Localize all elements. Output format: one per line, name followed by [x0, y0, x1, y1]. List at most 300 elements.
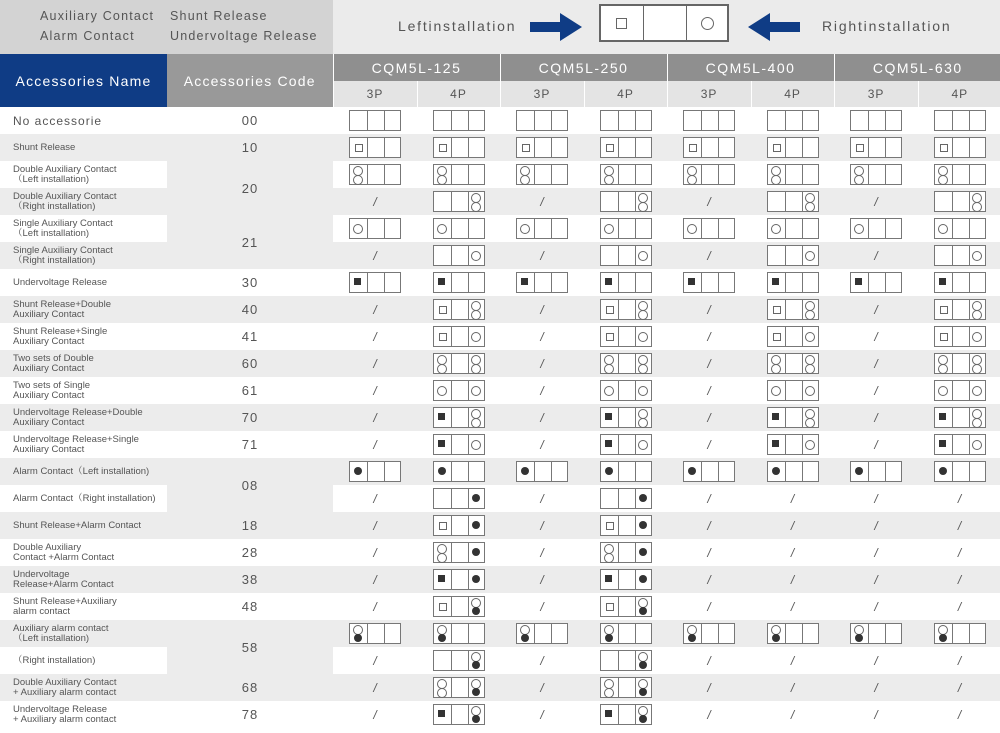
- breaker-slots: [934, 137, 986, 158]
- not-available-mark: /: [957, 599, 962, 614]
- auxiliary-contact-icon: [471, 364, 481, 374]
- cell-4p: [417, 674, 500, 701]
- cell-4p: [751, 296, 834, 323]
- breaker-slots: [600, 245, 652, 266]
- auxiliary-contact-icon: [771, 224, 781, 234]
- slot: [785, 624, 803, 643]
- auxiliary-contact-icon: [437, 386, 447, 396]
- accessory-name: Alarm Contact（Left installation): [0, 458, 167, 485]
- cell-3p: [667, 539, 751, 566]
- slot: [935, 111, 953, 130]
- breaker-slots: [934, 380, 986, 401]
- auxiliary-contact-icon: [805, 332, 815, 342]
- slot: [517, 273, 535, 292]
- shunt-release-icon: [773, 333, 781, 341]
- breaker-slots: [934, 218, 986, 239]
- slot: [367, 111, 385, 130]
- cell-3p: [667, 620, 751, 647]
- slot: [384, 273, 401, 292]
- alarm-contact-icon: [855, 634, 863, 642]
- slot: [601, 408, 619, 427]
- breaker-slots: [683, 137, 735, 158]
- breaker-slots: [516, 623, 568, 644]
- not-available-mark: /: [373, 194, 377, 209]
- slot: [851, 138, 869, 157]
- breaker-slots: [600, 461, 652, 482]
- shunt-release-icon: [606, 144, 614, 152]
- slot: [684, 219, 702, 238]
- breaker-slots: [767, 218, 819, 239]
- breaker-slots: [433, 542, 485, 563]
- slot: [367, 165, 385, 184]
- breaker-slots: [767, 353, 819, 374]
- auxiliary-contact-icon: [805, 440, 815, 450]
- cell-4p: [918, 485, 1000, 512]
- slot: [434, 192, 452, 211]
- cell-3p: [667, 701, 751, 728]
- cell-3p: [667, 593, 751, 620]
- slot: [451, 219, 469, 238]
- not-available-mark: /: [957, 707, 962, 722]
- cell-3p: [834, 350, 918, 377]
- cell-4p: [417, 620, 500, 647]
- slot: [718, 138, 735, 157]
- cell-4p: [417, 134, 500, 161]
- auxiliary-contact-icon: [805, 251, 815, 261]
- slot: [768, 435, 786, 454]
- cell-3p: [500, 566, 584, 593]
- breaker-slots: [767, 623, 819, 644]
- cell-3p: [834, 242, 918, 269]
- auxiliary-contact-icon: [638, 364, 648, 374]
- auxiliary-contact-icon: [471, 332, 481, 342]
- slot: [468, 273, 485, 292]
- slot: [768, 624, 786, 643]
- slot: [534, 138, 552, 157]
- accessory-code: 48: [167, 593, 333, 620]
- slot: [601, 381, 619, 400]
- alarm-contact-icon: [472, 521, 480, 529]
- shunt-release-icon: [773, 144, 781, 152]
- slot: [468, 489, 485, 508]
- slot: [868, 138, 886, 157]
- slot: [952, 246, 970, 265]
- slot: [935, 327, 953, 346]
- slot: [468, 192, 485, 211]
- slot: [802, 381, 819, 400]
- slot: [367, 138, 385, 157]
- not-available-mark: /: [540, 707, 544, 722]
- cell-3p: [333, 674, 417, 701]
- cell-4p: [417, 647, 500, 674]
- undervoltage-release-icon: [855, 278, 862, 285]
- cell-3p: [834, 296, 918, 323]
- cell-4p: [584, 188, 667, 215]
- alarm-contact-icon: [772, 467, 780, 475]
- slot: [635, 246, 652, 265]
- slot: [868, 111, 886, 130]
- slot: [935, 300, 953, 319]
- alarm-contact-icon: [438, 467, 446, 475]
- slot: [468, 543, 485, 562]
- slot: [969, 111, 986, 130]
- slot: [434, 408, 452, 427]
- breaker-slots: [934, 110, 986, 131]
- breaker-slots: [600, 488, 652, 509]
- breaker-slots: [433, 515, 485, 536]
- alarm-contact-icon: [472, 575, 480, 583]
- slot: [618, 516, 636, 535]
- cell-4p: [751, 215, 834, 242]
- auxiliary-contact-icon: [805, 418, 815, 428]
- not-available-mark: /: [540, 383, 544, 398]
- breaker-slots: [683, 623, 735, 644]
- accessory-code: 30: [167, 269, 333, 296]
- breaker-slots: [600, 272, 652, 293]
- cell-3p: [333, 539, 417, 566]
- cell-3p: [834, 647, 918, 674]
- auxiliary-contact-icon: [471, 251, 481, 261]
- breaker-slots: [433, 623, 485, 644]
- not-available-mark: /: [874, 599, 878, 614]
- cell-3p: [500, 350, 584, 377]
- breaker-slots: [516, 218, 568, 239]
- cell-4p: [751, 620, 834, 647]
- slot: [635, 138, 652, 157]
- cell-4p: [417, 242, 500, 269]
- cell-4p: [584, 620, 667, 647]
- slot: [768, 381, 786, 400]
- shunt-release-icon: [606, 522, 614, 530]
- cell-3p: [834, 674, 918, 701]
- slot: [618, 192, 636, 211]
- header-pole: 3P: [333, 81, 417, 107]
- cell-3p: [333, 107, 417, 134]
- accessory-code: 18: [167, 512, 333, 539]
- slot: [718, 165, 735, 184]
- slot: [635, 111, 652, 130]
- slot: [768, 408, 786, 427]
- breaker-slots: [934, 623, 986, 644]
- breaker-slots: [767, 164, 819, 185]
- slot: [350, 165, 368, 184]
- breaker-slots: [767, 461, 819, 482]
- slot: [885, 219, 902, 238]
- slot: [802, 273, 819, 292]
- breaker-slots: [934, 407, 986, 428]
- slot: [785, 462, 803, 481]
- slot: [451, 462, 469, 481]
- breaker-slots: [600, 596, 652, 617]
- cell-4p: [417, 458, 500, 485]
- auxiliary-contact-icon: [771, 386, 781, 396]
- slot: [551, 273, 568, 292]
- auxiliary-contact-icon: [972, 440, 982, 450]
- not-available-mark: /: [707, 599, 711, 614]
- slot: [434, 165, 452, 184]
- breaker-slots: [433, 110, 485, 131]
- slot: [851, 624, 869, 643]
- breaker-slots: [349, 623, 401, 644]
- not-available-mark: /: [707, 410, 711, 425]
- cell-3p: [667, 323, 751, 350]
- accessories-table: [0, 54, 1000, 728]
- slot: [969, 624, 986, 643]
- cell-4p: [751, 350, 834, 377]
- cell-3p: [500, 620, 584, 647]
- breaker-slots: [516, 272, 568, 293]
- cell-4p: [918, 620, 1000, 647]
- cell-3p: [667, 269, 751, 296]
- slot: [534, 111, 552, 130]
- not-available-mark: /: [790, 518, 795, 533]
- cell-3p: [333, 134, 417, 161]
- cell-4p: [584, 674, 667, 701]
- auxiliary-contact-icon: [805, 386, 815, 396]
- cell-4p: [417, 539, 500, 566]
- cell-4p: [584, 458, 667, 485]
- slot: [635, 165, 652, 184]
- breaker-slots: [433, 272, 485, 293]
- slot: [451, 678, 469, 697]
- cell-3p: [834, 215, 918, 242]
- not-available-mark: /: [373, 248, 377, 263]
- auxiliary-contact-icon: [972, 364, 982, 374]
- cell-3p: [333, 701, 417, 728]
- breaker-slots: [767, 380, 819, 401]
- accessory-code: 08: [167, 458, 333, 512]
- breaker-diagram: [599, 4, 729, 42]
- slot: [785, 381, 803, 400]
- slot: [618, 111, 636, 130]
- square-icon: [616, 18, 627, 29]
- table-row: [0, 377, 1000, 404]
- accessory-code: 38: [167, 566, 333, 593]
- slot: [451, 543, 469, 562]
- symbol-legend: [0, 0, 333, 54]
- arrow-right-icon: [530, 13, 582, 41]
- slot: [684, 273, 702, 292]
- cell-3p: [333, 485, 417, 512]
- slot: [851, 219, 869, 238]
- slot: [601, 165, 619, 184]
- cell-3p: [667, 242, 751, 269]
- cell-3p: [500, 458, 584, 485]
- cell-3p: [500, 161, 584, 188]
- breaker-slots: [850, 164, 902, 185]
- cell-4p: [751, 458, 834, 485]
- slot: [618, 435, 636, 454]
- cell-4p: [584, 593, 667, 620]
- header-accessories-code: Accessories Code: [167, 54, 333, 107]
- slot: [534, 219, 552, 238]
- breaker-slots: [600, 191, 652, 212]
- cell-3p: [667, 647, 751, 674]
- slot: [935, 165, 953, 184]
- breaker-slots: [433, 569, 485, 590]
- slot: [635, 543, 652, 562]
- cell-4p: [417, 485, 500, 512]
- cell-4p: [918, 512, 1000, 539]
- not-available-mark: /: [540, 329, 544, 344]
- slot: [468, 327, 485, 346]
- slot: [451, 354, 469, 373]
- not-available-mark: /: [874, 356, 878, 371]
- auxiliary-contact-icon: [353, 224, 363, 234]
- cell-3p: [834, 431, 918, 458]
- alarm-contact-icon: [639, 548, 647, 556]
- shunt-release-icon: [606, 306, 614, 314]
- accessory-name: Undervoltage Release+Double Auxiliary Contact: [0, 404, 167, 431]
- undervoltage-release-icon: [605, 440, 612, 447]
- accessory-name: No accessorie: [13, 113, 103, 128]
- slot: [785, 354, 803, 373]
- cell-3p: [667, 431, 751, 458]
- auxiliary-contact-icon: [638, 251, 648, 261]
- breaker-slots: [934, 272, 986, 293]
- slot: [601, 462, 619, 481]
- breaker-slots: [349, 137, 401, 158]
- cell-4p: [584, 296, 667, 323]
- auxiliary-contact-icon: [687, 224, 697, 234]
- not-available-mark: /: [874, 437, 878, 452]
- accessory-name: Shunt Release+Double Auxiliary Contact: [0, 296, 167, 323]
- slot: [851, 273, 869, 292]
- cell-4p: [918, 296, 1000, 323]
- breaker-slots: [850, 461, 902, 482]
- slot: [434, 516, 452, 535]
- cell-4p: [751, 377, 834, 404]
- slot: [952, 219, 970, 238]
- slot: [768, 111, 786, 130]
- table-row: [0, 485, 1000, 512]
- accessory-code: 28: [167, 539, 333, 566]
- slot: [635, 219, 652, 238]
- slot: [684, 138, 702, 157]
- shunt-release-icon: [439, 333, 447, 341]
- slot: [468, 138, 485, 157]
- slot: [635, 381, 652, 400]
- shunt-release-icon: [439, 522, 447, 530]
- cell-4p: [918, 269, 1000, 296]
- cell-3p: [834, 539, 918, 566]
- breaker-slots: [433, 299, 485, 320]
- slot: [885, 462, 902, 481]
- cell-3p: [834, 269, 918, 296]
- alarm-contact-icon: [639, 521, 647, 529]
- cell-4p: [584, 566, 667, 593]
- slot: [935, 273, 953, 292]
- circle-icon: [701, 17, 714, 30]
- slot: [434, 354, 452, 373]
- slot: [618, 597, 636, 616]
- slot: [601, 111, 619, 130]
- accessory-name: Shunt Release+Single Auxiliary Contact: [13, 325, 108, 347]
- cell-3p: [834, 512, 918, 539]
- not-available-mark: /: [874, 302, 878, 317]
- slot: [468, 354, 485, 373]
- slot: [785, 300, 803, 319]
- left-installation-label: Leftinstallation: [398, 18, 517, 34]
- slot: [635, 408, 652, 427]
- slot: [517, 111, 535, 130]
- slot: [701, 138, 719, 157]
- not-available-mark: /: [373, 410, 377, 425]
- table-row: [0, 593, 1000, 620]
- slot: [618, 300, 636, 319]
- slot: [701, 219, 719, 238]
- cell-3p: [500, 647, 584, 674]
- cell-3p: [500, 485, 584, 512]
- slot: [969, 273, 986, 292]
- slot: [802, 246, 819, 265]
- cell-4p: [918, 242, 1000, 269]
- not-available-mark: /: [874, 680, 878, 695]
- cell-3p: [333, 296, 417, 323]
- slot: [468, 516, 485, 535]
- slot: [534, 462, 552, 481]
- breaker-slots: [600, 299, 652, 320]
- table-row: [0, 323, 1000, 350]
- not-available-mark: /: [373, 491, 377, 506]
- slot: [618, 624, 636, 643]
- slot: [952, 435, 970, 454]
- slot: [434, 597, 452, 616]
- slot: [601, 543, 619, 562]
- cell-3p: [500, 134, 584, 161]
- slot: [718, 111, 735, 130]
- cell-4p: [918, 404, 1000, 431]
- auxiliary-contact-icon: [938, 224, 948, 234]
- cell-3p: [834, 134, 918, 161]
- slot: [635, 597, 652, 616]
- slot: [935, 462, 953, 481]
- slot: [468, 165, 485, 184]
- not-available-mark: /: [874, 491, 878, 506]
- slot: [618, 705, 636, 724]
- slot: [468, 597, 485, 616]
- slot: [935, 408, 953, 427]
- breaker-slots: [934, 326, 986, 347]
- breaker-slots: [683, 164, 735, 185]
- accessory-name: Double Auxiliary Contact （Right installation): [0, 188, 167, 215]
- breaker-slots: [433, 380, 485, 401]
- slot: [952, 165, 970, 184]
- legend-undervoltage-release: Undervoltage Release: [170, 29, 318, 43]
- auxiliary-contact-icon: [972, 310, 982, 320]
- slot: [635, 354, 652, 373]
- accessory-name: Double Auxiliary Contact +Alarm Contact: [13, 541, 115, 563]
- slot: [935, 435, 953, 454]
- slot: [969, 219, 986, 238]
- breaker-slots: [433, 677, 485, 698]
- auxiliary-contact-icon: [972, 251, 982, 261]
- not-available-mark: /: [540, 572, 544, 587]
- alarm-contact-icon: [438, 634, 446, 642]
- breaker-slots: [516, 110, 568, 131]
- slot: [618, 246, 636, 265]
- slot: [635, 327, 652, 346]
- shunt-release-icon: [940, 306, 948, 314]
- accessory-name: Auxiliary alarm contact （Left installation): [0, 620, 167, 647]
- cell-3p: [333, 350, 417, 377]
- breaker-slots: [683, 461, 735, 482]
- slot: [384, 138, 401, 157]
- slot: [802, 624, 819, 643]
- slot: [451, 300, 469, 319]
- cell-3p: [667, 566, 751, 593]
- not-available-mark: /: [540, 194, 544, 209]
